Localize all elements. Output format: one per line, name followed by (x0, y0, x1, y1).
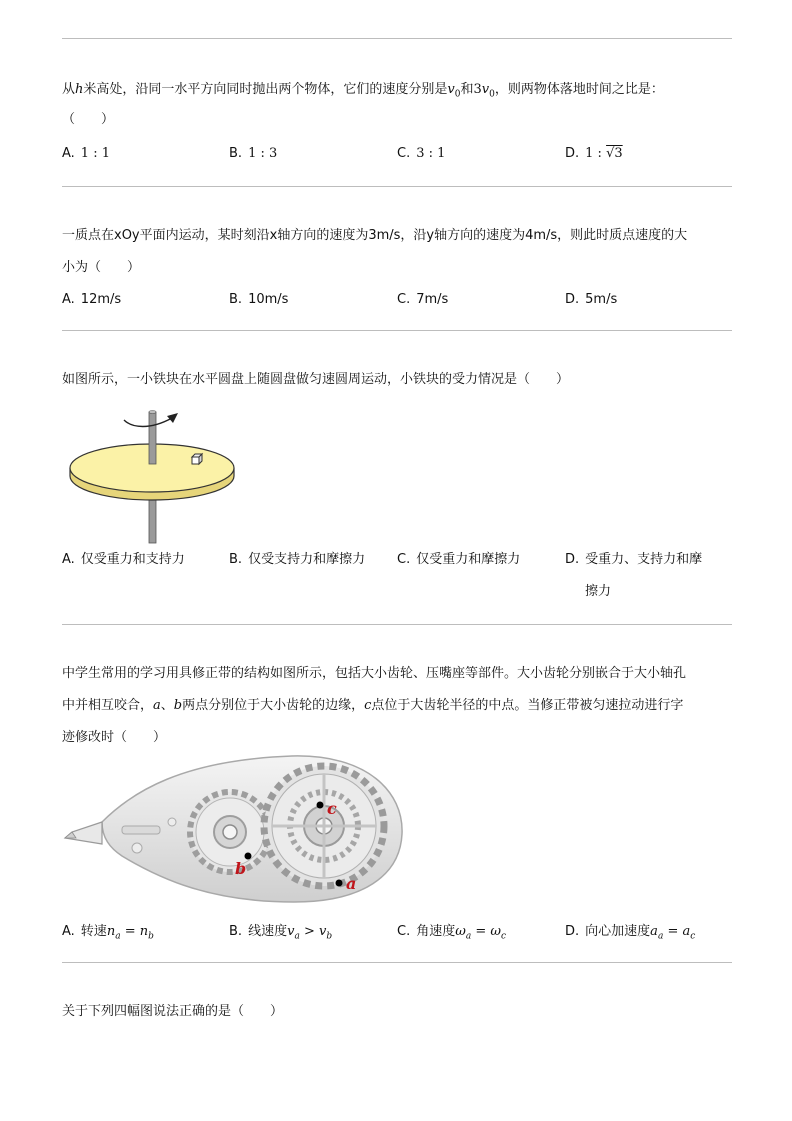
option-label: A. (62, 292, 75, 307)
option-math: n (139, 924, 149, 939)
point-c-label: c (327, 799, 337, 818)
option-text: 3 : 1 (416, 146, 446, 161)
q4-option-a[interactable] (62, 922, 154, 947)
option-text: 转速 (80, 924, 107, 939)
option-op: = (663, 924, 683, 939)
q4-text: 中并相互咬合， (62, 698, 154, 713)
option-math: ω (455, 924, 466, 939)
q1-sub: 0 (454, 89, 461, 100)
q2-stem-line2: 小为（ ） (62, 260, 141, 275)
option-label: C. (397, 924, 411, 939)
option-text: 仅受重力和摩擦力 (416, 552, 521, 567)
q1-text: 和 (460, 82, 474, 97)
option-math: n (106, 924, 116, 939)
sqrt-symbol: √3 (606, 146, 623, 161)
option-sub: b (326, 931, 333, 942)
option-op: > (299, 924, 319, 939)
q2-option-c[interactable] (397, 290, 448, 310)
option-sub: c (690, 931, 696, 942)
iron-block (192, 457, 199, 464)
option-label: D. (565, 552, 580, 567)
small-gear (190, 792, 270, 872)
option-sub: b (148, 931, 154, 942)
option-text: 1 : 3 (248, 146, 278, 161)
q2-option-b[interactable] (229, 290, 288, 310)
q2-stem-line1: 一质点在xOy平面内运动，某时刻沿x轴方向的速度为3m/s，沿y轴方向的速度为4m/s，则此时质点速度的大 (62, 228, 688, 243)
q1-coef: 3 (473, 82, 482, 97)
point-b-label: b (235, 859, 247, 878)
option-sub: a (657, 931, 664, 942)
option-math: a (682, 924, 691, 939)
option-op: = (120, 924, 140, 939)
q2-option-d[interactable] (565, 290, 617, 310)
option-text: 受重力、支持力和摩 (585, 552, 703, 567)
q1-sub: 0 (489, 89, 495, 100)
q4-text: 两点分别位于大小齿轮的边缘， (182, 698, 365, 713)
q3-option-d-line2: 擦力 (585, 584, 612, 599)
option-math: a (650, 924, 658, 939)
q3-option-b[interactable] (229, 550, 365, 570)
option-text: 1 : 1 (80, 146, 110, 161)
option-label: A. (62, 146, 75, 161)
axle-upper (149, 412, 156, 464)
point-a-dot (336, 880, 343, 887)
q1-text: 从 (62, 82, 76, 97)
correction-tape-figure (62, 752, 412, 904)
q3-option-d[interactable] (565, 550, 702, 570)
q3-option-a[interactable] (62, 550, 185, 570)
option-text: 线速度 (248, 924, 288, 939)
rivet-icon (132, 843, 142, 853)
q4-var-a: a (153, 698, 161, 713)
divider-q1 (62, 186, 732, 187)
q1-text: 米高处，沿同一水平方向同时抛出两个物体，它们的速度分别是 (83, 82, 448, 97)
divider-top (62, 38, 732, 39)
q1-option-a[interactable] (62, 144, 110, 164)
q1-stem-line2: （ ） (62, 112, 115, 127)
q5-stem-line1: 关于下列四幅图说法正确的是（ ） (62, 1004, 284, 1019)
option-label: C. (397, 146, 411, 161)
q4-var-c: c (364, 698, 372, 713)
option-sub: a (115, 931, 121, 942)
q1-var-h: h (75, 82, 84, 97)
arrow-head-icon (167, 413, 178, 423)
option-label: D. (565, 146, 580, 161)
q1-text: ，则两物体落地时间之比是： (494, 82, 664, 97)
q4-stem-line3: 迹修改时（ ） (62, 730, 167, 745)
option-label: D. (565, 292, 580, 307)
option-label: B. (229, 924, 243, 939)
option-sub: c (501, 931, 507, 942)
option-text: 向心加速度 (585, 924, 651, 939)
divider-q2 (62, 330, 732, 331)
q4-stem-line2 (62, 696, 683, 716)
axle-top (149, 411, 156, 414)
q1-option-c[interactable] (397, 144, 445, 164)
option-math: v (287, 924, 295, 939)
option-label: B. (229, 146, 243, 161)
q2-option-a[interactable] (62, 290, 121, 310)
divider-q3 (62, 624, 732, 625)
option-label: A. (62, 552, 75, 567)
option-text: 角速度 (416, 924, 456, 939)
q1-option-b[interactable] (229, 144, 277, 164)
option-text: 仅受重力和支持力 (80, 552, 185, 567)
option-label: A. (62, 924, 75, 939)
q4-var-b: b (173, 698, 183, 713)
point-c-dot (317, 802, 324, 809)
option-sub: a (465, 931, 472, 942)
option-label: C. (397, 292, 411, 307)
option-text: 1 : (585, 146, 607, 161)
axle-lower (149, 495, 156, 543)
q1-var-3v0: v (481, 82, 490, 97)
q1-var-v0: v (447, 82, 455, 97)
option-text: 10m/s (248, 292, 289, 307)
option-math: ω (490, 924, 501, 939)
q4-text: 、 (160, 698, 174, 713)
option-math: v (318, 924, 327, 939)
rotating-disc-figure (62, 400, 252, 545)
option-text: 12m/s (80, 292, 122, 307)
option-label: D. (565, 924, 580, 939)
q1-stem-line1 (62, 80, 664, 105)
nozzle-pin (122, 826, 160, 834)
option-text: 7m/s (416, 292, 449, 307)
q3-option-c[interactable] (397, 550, 520, 570)
q4-option-b[interactable] (229, 922, 332, 947)
option-op: = (471, 924, 491, 939)
option-text: 仅受支持力和摩擦力 (248, 552, 366, 567)
q4-option-d[interactable] (565, 922, 695, 947)
option-label: B. (229, 292, 243, 307)
q4-text: 点位于大齿轮半径的中点。当修正带被匀速拉动进行字 (371, 698, 684, 713)
q1-option-d[interactable] (565, 144, 623, 164)
rotation-arrow (124, 418, 172, 427)
option-text: 5m/s (585, 292, 618, 307)
rivet-icon (168, 818, 176, 826)
divider-q4 (62, 962, 732, 963)
point-a-label: a (346, 874, 357, 893)
q4-stem-line1: 中学生常用的学习用具修正带的结构如图所示，包括大小齿轮、压嘴座等部件。大小齿轮分别嵌合于大小轴孔 (62, 666, 687, 681)
q3-stem-line1: 如图所示，一小铁块在水平圆盘上随圆盘做匀速圆周运动，小铁块的受力情况是（ ） (62, 372, 570, 387)
option-sub: a (294, 931, 300, 942)
option-label: C. (397, 552, 411, 567)
large-gear (264, 766, 384, 886)
q4-option-c[interactable] (397, 922, 506, 947)
option-label: B. (229, 552, 243, 567)
